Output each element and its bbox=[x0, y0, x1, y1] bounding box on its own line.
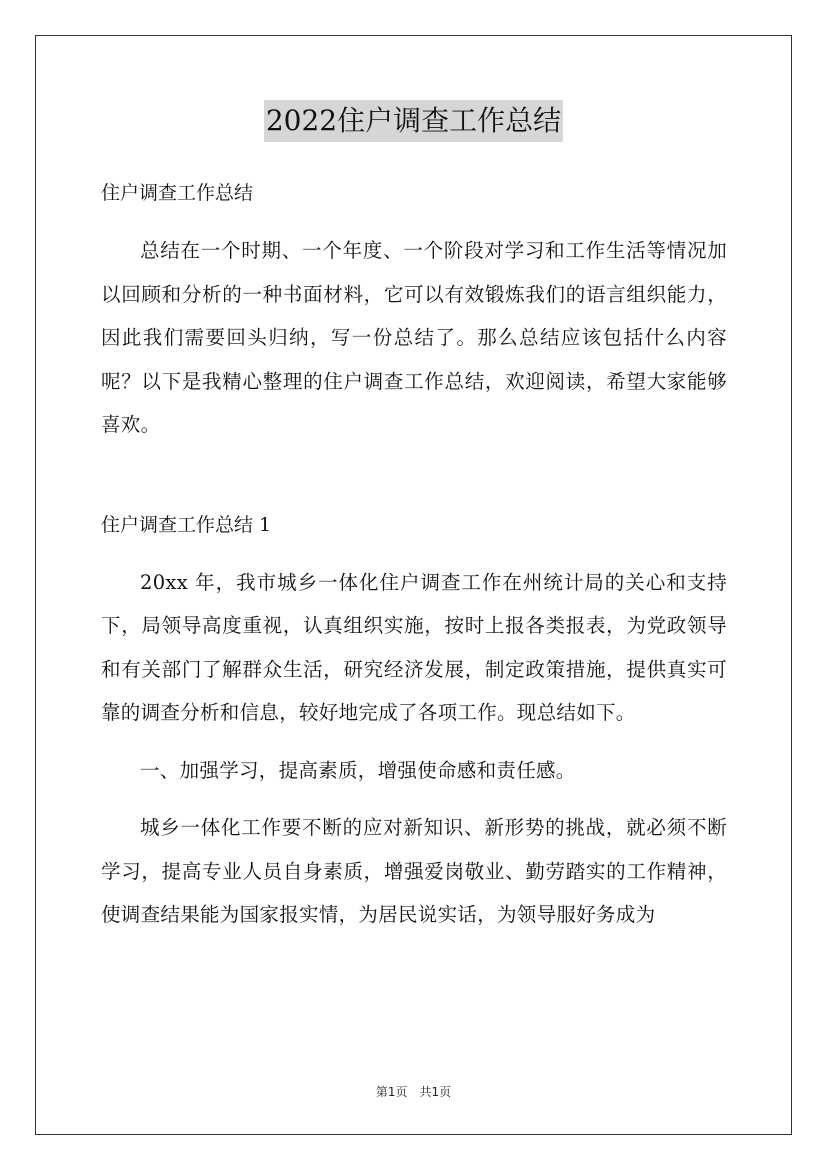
spacer bbox=[101, 735, 727, 749]
document-title: 2022住户调查工作总结 bbox=[264, 100, 563, 142]
page-number: 第1页 共1页 bbox=[375, 1085, 452, 1099]
section-point-1: 一、加强学习，提高素质，增强使命感和责任感。 bbox=[140, 758, 576, 782]
spacer bbox=[101, 547, 727, 561]
section-paragraph-2: 城乡一体化工作要不断的应对新知识、新形势的挑战，就必须不断学习，提高专业人员自身素质，增强爱岗敬业、勤劳踏实的工作精神，使调查结果能为国家报实情，为居民说实话，为领导服好务成为 bbox=[101, 816, 727, 926]
spacer bbox=[101, 792, 727, 806]
spacer bbox=[101, 490, 727, 504]
document-body bbox=[101, 172, 727, 937]
intro-paragraph: 总结在一个时期、一个年度、一个阶段对学习和工作生活等情况加以回顾和分析的一种书面材料，它可以有效锻炼我们的语言组织能力，因此我们需要回头归纳，写一份总结了。那么总结应该包括什么内容呢？以下是我精心整理的住户调查工作总结，欢迎阅读，希望大家能够喜欢。 bbox=[101, 239, 727, 436]
page-footer bbox=[0, 1083, 827, 1100]
section-heading: 住户调查工作总结 1 bbox=[101, 513, 272, 536]
spacer bbox=[101, 215, 727, 229]
title-container bbox=[0, 100, 827, 142]
section-paragraph-1: 20xx 年，我市城乡一体化住户调查工作在州统计局的关心和支持下，局领导高度重视，认真组织实施，按时上报各类报表，为党政领导和有关部门了解群众生活，研究经济发展，制定政策措施，提供真实可靠的调查分析和信息，较好地完成了各项工作。现总结如下。 bbox=[101, 570, 727, 724]
subtitle: 住户调查工作总结 bbox=[101, 182, 254, 204]
blank-line bbox=[101, 447, 727, 490]
